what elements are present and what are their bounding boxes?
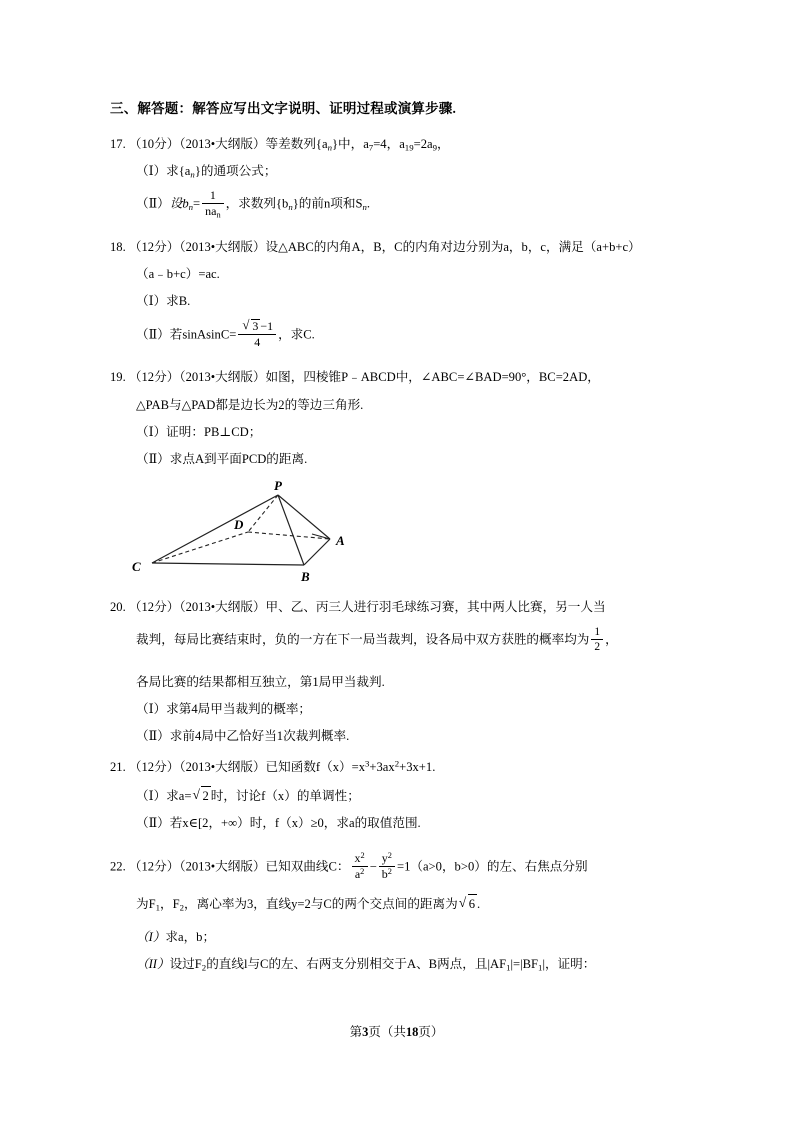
problem-20-stem-b-tail: ，: [605, 632, 618, 647]
page-footer: [0, 1022, 793, 1040]
problem-20-part-2: [110, 727, 690, 745]
problem-22-part-1: [110, 928, 690, 946]
f2-sub: 2: [201, 962, 207, 973]
sqrt-icon: √ 2: [192, 786, 210, 805]
problem-21-part-1-tail: 时，讨论f（x）的单调性；: [210, 788, 360, 803]
problem-20-stem-a: 甲、乙、丙三人进行羽毛球练习赛，其中两人比赛，另一人当: [265, 600, 606, 615]
problem-22-part-2-text-3: |=|BF: [510, 956, 539, 971]
problem-22-source: （2013•大纲版）: [179, 859, 266, 874]
problem-17-part-1-sub: n: [190, 169, 195, 180]
problem-18-part-1: [110, 292, 690, 310]
problem-17-part-2-tail2: }的前n项和S: [292, 197, 363, 212]
problem-20-part-1-text: 求第4局甲当裁判的概率；: [166, 701, 311, 716]
problem-18-part-2: [110, 319, 690, 348]
problem-20-part-2-marker: （Ⅱ）: [136, 729, 170, 744]
problem-19-stem-line-1: [110, 368, 690, 386]
problem-18-fraction: [238, 319, 276, 348]
problem-22-part-2-text-1: 设过F: [169, 956, 202, 971]
edge-CB: [152, 563, 304, 565]
problem-21-part-2: [110, 814, 690, 832]
problem-17-number: 17.: [110, 136, 126, 151]
problem-18-stem-a: 设△ABC的内角A，B，C的内角对边分别为a，b，c，满足（a+b+c）: [265, 239, 641, 254]
problem-17-part-1-tail: }的通项公式；: [194, 164, 277, 179]
problem-20-points: （12分）: [128, 600, 180, 615]
quadrilateral-pyramid-diagram: [126, 477, 376, 585]
problem-17-stem-mid: }中，a: [331, 136, 369, 151]
problem-18-stem-line-2: （a﹣b+c）=ac.: [136, 266, 220, 281]
problem-22-part-2-text-2: 的直线l与C的左、右两支分别相交于A、B两点，且|AF: [206, 956, 507, 971]
problem-17-part-2-tail: ，求数列{b: [225, 197, 289, 212]
problem-18-part-2-text: 若sinAsinC=: [169, 327, 237, 342]
problem-20-part-1: [110, 700, 690, 718]
problem-17-part-2-text: 设b: [169, 197, 189, 212]
problem-22-stem-line-2: [110, 894, 690, 913]
fraction-denominator: $b^2$: [381, 866, 392, 881]
problem-17-source: （2013•大纲版）: [179, 136, 266, 151]
bf1-sub: 1: [538, 962, 543, 973]
problem-17-part-1-text: 求{a: [166, 164, 191, 179]
problem-17-fraction: [202, 188, 223, 220]
problem-18-part-1-marker: （Ⅰ）: [136, 294, 167, 309]
problem-19-figure: [110, 477, 690, 585]
problem-17-bn-sub: n: [188, 202, 194, 213]
problem-19: [110, 368, 690, 585]
problem-22-stem-b-2: ，F: [160, 897, 180, 912]
problem-18-source: （2013•大纲版）: [179, 239, 266, 254]
problem-20-stem-b: 裁判，每局比赛结束时，负的一方在下一局当裁判，设各局中双方获胜的概率均为: [136, 632, 590, 647]
problem-21-sup-2: 2: [394, 759, 400, 770]
hyperbola-y-term-fraction: [379, 852, 395, 880]
problem-19-part-1-marker: （Ⅰ）: [136, 424, 167, 439]
problem-19-part-1-text: 证明：PB⊥CD；: [166, 424, 262, 439]
vertex-label-P: P: [274, 478, 282, 494]
problem-17-bn-sub-2: n: [288, 202, 293, 213]
problem-22-stem-a-tail: =1（a>0，b>0）的左、右焦点分别: [396, 859, 588, 874]
vertex-label-D: D: [234, 517, 244, 533]
problem-19-part-1: [110, 423, 690, 441]
problem-17-sub-19: 19: [404, 142, 414, 153]
problem-21-sup-3: 3: [365, 759, 370, 770]
problem-20-source: （2013•大纲版）: [179, 600, 266, 615]
problem-21-part-1-marker: （Ⅰ）: [136, 788, 167, 803]
problem-22: [110, 852, 690, 973]
problem-18-number: 18.: [110, 239, 126, 254]
problem-20-probability-fraction: [591, 626, 603, 653]
problem-17-sub-7: 7: [368, 142, 374, 153]
problem-19-number: 19.: [110, 370, 126, 385]
problem-21-part-2-marker: （Ⅱ）: [136, 815, 170, 830]
edge-PD-dashed: [248, 495, 278, 532]
problem-22-stem-a: 已知双曲线C：: [265, 859, 350, 874]
problem-17-stem-text: 等差数列{a: [265, 136, 328, 151]
problem-22-stem-line-1: [110, 852, 690, 880]
footer-middle: 页（共: [368, 1025, 406, 1039]
problem-19-source: （2013•大纲版）: [179, 370, 266, 385]
problem-17-part-1: [110, 162, 690, 180]
problem-20-part-1-marker: （Ⅰ）: [136, 701, 167, 716]
fraction-numerator: 1: [202, 189, 223, 204]
problem-18-stem-line-1: [110, 238, 690, 256]
problem-18-part-2-marker: （Ⅱ）: [136, 327, 170, 342]
focus-1-sub: 1: [155, 902, 161, 913]
footer-prefix: 第: [349, 1025, 363, 1039]
problem-21: [110, 758, 690, 832]
problem-22-points: （12分）: [128, 859, 180, 874]
problem-22-part-1-text: 求a，b；: [165, 929, 216, 944]
problem-22-part-2-text-4: |，证明：: [542, 956, 596, 971]
problem-17-sub-n: n: [327, 142, 332, 153]
problem-21-stem-a3: +3x+1.: [399, 760, 436, 775]
problem-17-part-2-marker: （Ⅱ）: [136, 197, 170, 212]
fraction-numerator: 1: [591, 626, 603, 640]
problem-20-number: 20.: [110, 600, 126, 615]
problem-20-stem-line-1: [110, 598, 690, 616]
problem-22-stem-b-3: ，离心率为3，直线y=2与C的两个交点间的距离为: [184, 897, 458, 912]
problem-17-part-2-eq: =: [193, 197, 201, 212]
focus-2-sub: 2: [179, 902, 185, 913]
af1-sub: 1: [506, 962, 511, 973]
fraction-numerator: $x^2$: [352, 852, 368, 867]
minus-sign: −: [369, 859, 377, 874]
vertex-label-B: B: [301, 569, 310, 585]
problem-19-stem-line-2: △PAB与△PAD都是边长为2的等边三角形.: [136, 397, 364, 412]
problem-20: [110, 598, 690, 745]
sqrt-icon: √ 6: [459, 894, 477, 913]
problem-21-stem-a: 已知函数f（x）=x: [265, 760, 365, 775]
problem-17-points: （10分）: [128, 136, 180, 151]
problem-22-stem-b-4: .: [477, 897, 481, 912]
fraction-denominator: $na_n$: [205, 203, 221, 220]
problem-21-part-1: [110, 786, 690, 805]
fraction-denominator: 2: [594, 640, 601, 653]
problem-19-part-2-text: 求点A到平面PCD的距离.: [169, 452, 308, 467]
problem-21-part-2-text: 若x∈[2，+∞）时，f（x）≥0，求a的取值范围.: [169, 815, 421, 830]
problem-20-stem-line-3: 各局比赛的结果都相互独立，第1局甲当裁判.: [136, 674, 385, 689]
edge-AB: [304, 539, 330, 565]
problem-22-stem-b-1: 为F: [136, 897, 156, 912]
problem-17-stem-eq: =4，a: [373, 136, 405, 151]
problem-18-points: （12分）: [128, 239, 180, 254]
hyperbola-x-term-fraction: [352, 852, 368, 880]
problem-21-stem-a2: +3ax: [369, 760, 395, 775]
vertex-label-A: A: [336, 533, 345, 549]
section-heading: 三、解答题：解答应写出文字说明、证明过程或演算步骤.: [110, 101, 457, 116]
problem-18: [110, 238, 690, 349]
footer-page-number: 3: [362, 1025, 369, 1039]
fraction-numerator: $y^2$: [379, 852, 395, 867]
problem-17-part-2: [110, 188, 690, 220]
fraction-denominator: 4: [254, 334, 261, 349]
problem-21-part-1-text: 求a=: [166, 788, 192, 803]
problem-17-stem-end: =2a: [413, 136, 433, 151]
vertex-label-C: C: [132, 559, 141, 575]
problem-19-points: （12分）: [128, 370, 180, 385]
page-content: [110, 100, 690, 986]
footer-suffix: 页）: [418, 1025, 444, 1039]
problem-17-sn-sub: n: [362, 202, 367, 213]
problem-17-part-1-marker: （Ⅰ）: [136, 164, 167, 179]
problem-18-part-1-text: 求B.: [166, 294, 191, 309]
problem-21-points: （12分）: [128, 760, 180, 775]
footer-total-pages: 18: [405, 1025, 419, 1039]
problem-21-source: （2013•大纲版）: [179, 760, 266, 775]
problem-17: [110, 135, 690, 218]
sqrt-icon: √ 3: [242, 319, 260, 333]
problem-19-stem-a: 如图，四棱锥P﹣ABCD中，∠ABC=∠BAD=90°，BC=2AD，: [265, 370, 600, 385]
problem-17-stem: [110, 135, 690, 153]
problem-21-number: 21.: [110, 760, 126, 775]
problem-20-part-2-text: 求前4局中乙恰好当1次裁判概率.: [169, 729, 350, 744]
problem-20-stem-line-2: [110, 626, 690, 653]
problem-22-number: 22.: [110, 859, 126, 874]
problem-19-part-2-marker: （Ⅱ）: [136, 452, 170, 467]
problem-17-stem-comma: ，: [437, 136, 450, 151]
problem-19-part-2: [110, 450, 690, 468]
problem-22-part-1-marker: （I）: [136, 929, 166, 944]
problem-17-sub-9: 9: [432, 142, 438, 153]
edge-PC: [152, 495, 278, 563]
problem-22-part-2: [110, 955, 690, 973]
fraction-denominator: $a^2$: [354, 866, 365, 881]
problem-22-part-2-marker: （II）: [136, 956, 170, 971]
problem-21-stem: [110, 758, 690, 776]
problem-18-part-2-tail: ，求C.: [278, 327, 315, 342]
fraction-numerator: √ 3 −1: [238, 319, 276, 335]
problem-17-part-2-period: .: [366, 197, 371, 212]
